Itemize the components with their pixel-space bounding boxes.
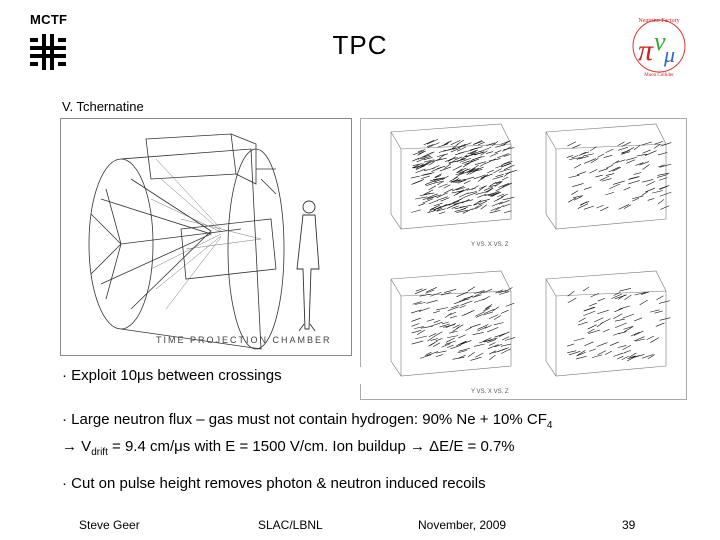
hit-segment (436, 354, 443, 356)
hit-segment (576, 356, 586, 359)
hit-segment (437, 204, 447, 209)
hit-segment (618, 142, 625, 146)
hit-segment (594, 318, 603, 322)
hit-segment (470, 357, 481, 360)
hit-segment (612, 161, 618, 165)
hit-segment (606, 149, 614, 153)
hit-segment (624, 295, 631, 300)
hit-segment (411, 323, 419, 326)
hit-segment (431, 322, 443, 326)
hit-segment (501, 344, 511, 346)
hit-segment (583, 154, 594, 156)
hit-segment (618, 147, 628, 150)
hit-segment (453, 166, 462, 171)
hit-segment (436, 351, 447, 353)
hit-segment (503, 204, 510, 207)
hit-segment (434, 320, 441, 322)
hit-segment (584, 206, 594, 209)
hit-segment (645, 188, 655, 192)
hit-segment (571, 191, 578, 195)
hit-segment (642, 179, 653, 182)
hit-segment (437, 197, 448, 201)
hit-segment (443, 325, 455, 328)
hit-segment (615, 295, 627, 299)
hit-segment (436, 308, 448, 310)
hit-segment (617, 356, 623, 359)
hit-segment (429, 200, 438, 204)
hit-segment (451, 140, 460, 144)
hit-segment (426, 287, 437, 292)
tpc-caption: TIME PROJECTION CHAMBER (156, 335, 332, 345)
hit-segment (659, 186, 668, 189)
hit-segment (574, 338, 585, 341)
hit-segment (609, 167, 620, 172)
hit-segment (424, 168, 435, 171)
hit-segment (443, 149, 453, 152)
hit-segment (588, 325, 597, 329)
hit-segment (412, 330, 422, 333)
hit-segment (457, 325, 464, 329)
hit-segment (495, 145, 505, 148)
hit-segment (655, 311, 663, 313)
hit-segment (468, 287, 475, 291)
hit-segment (657, 173, 669, 175)
hit-segment (439, 150, 446, 153)
bullet-neutron-flux: · Large neutron flux – gas must not contain hydrogen: 90% Ne + 10% $CF_4$ → $V_{drift} = 9.4$ cm/μs with E = 1500 V/cm. Ion buildup → ΔE/E = 0.7% (62, 411, 553, 458)
hit-segment (600, 207, 608, 211)
hit-segment (424, 152, 435, 157)
hit-segment (412, 318, 421, 321)
hit-segment (418, 152, 425, 156)
hit-segment (476, 314, 483, 317)
hit-segment (567, 344, 574, 346)
hit-segment (447, 336, 458, 338)
hit-segment (658, 199, 664, 204)
hit-segment (412, 341, 424, 344)
hit-segment (618, 345, 627, 347)
hit-segment (451, 305, 459, 308)
hit-segment (606, 165, 613, 168)
hit-segment (489, 343, 495, 346)
hit-segment (450, 316, 457, 318)
hit-segment (487, 327, 498, 332)
hit-segment (660, 206, 669, 210)
hit-segment (459, 193, 468, 197)
hit-segment (646, 181, 655, 185)
hit-segment (417, 330, 425, 335)
hit-segment (660, 192, 671, 196)
hit-segment (603, 329, 610, 332)
hit-segment (465, 327, 471, 330)
hit-segment (659, 301, 670, 304)
hit-segment (459, 341, 467, 344)
hit-segment (596, 205, 603, 208)
hit-segment (656, 296, 663, 300)
hit-segment (584, 187, 592, 189)
plot-frame-4 (546, 271, 666, 376)
bullet-pulse-height: · Cut on pulse height removes photon & neutron induced recoils (62, 475, 486, 492)
hit-segment (453, 357, 465, 359)
hit-segment (411, 176, 420, 178)
hit-segment (439, 212, 445, 214)
hit-segment (628, 180, 640, 184)
hit-segment (486, 152, 493, 154)
hit-segment (447, 345, 453, 348)
plot-frame-3 (391, 271, 511, 376)
hit-segment (494, 323, 504, 325)
hit-segment (626, 160, 635, 164)
hit-segment (588, 330, 600, 334)
svg-text:ν: ν (654, 27, 666, 56)
hit-segment (613, 314, 622, 319)
hit-segment (444, 164, 450, 169)
hit-segment (583, 311, 595, 315)
hit-segment (459, 151, 470, 154)
hit-segment (474, 344, 485, 346)
footer-page-number: 39 (622, 518, 636, 532)
hit-segment (647, 336, 654, 340)
hit-segment (572, 183, 583, 186)
hit-segment (589, 349, 596, 351)
hit-segment (578, 322, 588, 325)
hit-segment (456, 190, 464, 195)
hit-segment (654, 144, 660, 148)
hit-segment (584, 307, 594, 311)
svg-text:μ: μ (664, 42, 676, 67)
hit-segment (577, 172, 586, 175)
hit-segment (460, 301, 472, 306)
hit-segment (643, 150, 651, 153)
hit-segment (441, 198, 450, 202)
hit-segment (600, 176, 609, 180)
footer-org: SLAC/LBNL (258, 518, 323, 532)
panel-caption-2: Y VS. X VS. Z (471, 389, 509, 395)
hit-segment (652, 191, 663, 194)
hit-segment (424, 140, 434, 145)
page-title: TPC (332, 30, 388, 60)
hit-segment (480, 163, 486, 166)
hit-segment (492, 176, 503, 179)
svg-text:π: π (638, 34, 654, 67)
hit-segment (598, 351, 606, 355)
hit-segment (579, 318, 586, 322)
hit-segment (504, 172, 510, 177)
hit-segment (487, 338, 497, 341)
tpc-drawing (60, 118, 352, 356)
hit-segment (490, 193, 500, 197)
hit-segment (626, 157, 637, 160)
hit-segment (613, 181, 625, 185)
hit-segment (595, 175, 602, 177)
hit-segment (613, 353, 623, 356)
svg-text:Muon Collider: Muon Collider (644, 73, 674, 78)
hit-segment (610, 342, 619, 346)
hit-segment (411, 210, 421, 213)
hit-segment (501, 349, 511, 354)
hit-segment (567, 351, 576, 353)
hit-segment (614, 308, 622, 311)
hit-segment (434, 203, 443, 206)
hit-segment (578, 204, 588, 209)
hit-segment (656, 323, 665, 327)
hit-segment (605, 351, 612, 354)
hit-segment (427, 210, 436, 213)
hit-segment (462, 311, 473, 316)
hit-segment (486, 159, 496, 164)
hit-segment (640, 300, 648, 305)
hit-segment (414, 326, 424, 328)
hit-segment (606, 192, 614, 195)
hit-segment (437, 166, 445, 168)
hit-segment (444, 189, 453, 193)
hit-segment (601, 319, 611, 324)
hit-segment (496, 187, 504, 191)
hit-segment (497, 197, 503, 200)
neutrino-factory-logo (628, 10, 690, 80)
hit-segment (460, 205, 472, 207)
hit-segment (499, 200, 509, 204)
hit-segment (624, 187, 631, 190)
hit-segment (427, 139, 438, 144)
plot-frame-1 (391, 124, 511, 229)
hit-segment (425, 181, 434, 185)
hit-segment (615, 323, 627, 328)
hit-segment (609, 184, 620, 189)
hit-segment (449, 331, 457, 333)
hit-segment (458, 335, 466, 338)
hit-segment (502, 177, 508, 180)
hit-segment (598, 154, 605, 157)
hit-segment (495, 206, 503, 211)
hit-segment (589, 169, 597, 173)
hit-segment (648, 198, 655, 200)
hit-segment (567, 142, 576, 146)
hit-segment (655, 141, 664, 144)
hit-segment (634, 318, 642, 321)
hit-segment (463, 163, 470, 167)
hit-segment (456, 292, 467, 297)
hit-segment (472, 185, 479, 189)
hit-segment (489, 355, 495, 360)
hit-segment (569, 175, 580, 178)
hit-segment (464, 143, 472, 146)
hit-segment (433, 311, 440, 313)
hit-segment (592, 355, 602, 358)
hit-segment (411, 181, 422, 185)
hit-segment (619, 288, 631, 291)
hit-segment (618, 332, 626, 334)
hit-segment (427, 319, 434, 321)
hit-segment (464, 181, 471, 184)
figure-author: V. Tchernatine (62, 99, 144, 114)
hit-segment (643, 165, 650, 170)
bullet-crossings: · Exploit 10μs between crossings (62, 367, 362, 384)
hit-segment (502, 348, 509, 351)
hit-segment (581, 152, 589, 155)
hit-segment (597, 343, 608, 347)
hit-segment (632, 196, 643, 199)
hit-segment (433, 343, 440, 347)
hit-segment (462, 199, 470, 203)
hit-segment (422, 173, 434, 176)
hit-segment (642, 192, 648, 196)
hit-segment (475, 353, 483, 357)
hit-segment (490, 153, 498, 156)
hit-segment (428, 186, 435, 190)
hit-segment (421, 176, 430, 179)
hit-segment (434, 195, 441, 197)
hit-segment (623, 314, 634, 318)
hit-segment (444, 141, 452, 146)
hit-segment (437, 193, 448, 198)
hit-segment (567, 155, 573, 157)
hit-segment (598, 298, 605, 301)
hit-segment (504, 154, 511, 156)
hit-segment (468, 352, 475, 357)
hit-segment (480, 147, 491, 151)
hit-segment (591, 293, 599, 297)
hit-segment (589, 303, 597, 306)
hit-segment (634, 145, 640, 150)
hit-segment (501, 194, 508, 197)
hit-segment (418, 203, 424, 205)
hit-segment (503, 197, 515, 200)
hit-segment (415, 336, 427, 339)
hit-segment (473, 332, 484, 334)
hit-segment (631, 332, 640, 336)
hit-segment (660, 318, 671, 321)
hit-segment (568, 298, 576, 303)
hit-segment (584, 342, 593, 346)
hit-segment (634, 331, 643, 335)
hit-segment (470, 324, 481, 327)
hit-segment (650, 338, 658, 343)
footer-author: Steve Geer (79, 518, 140, 532)
hit-segment (444, 289, 456, 292)
hit-segment (448, 312, 456, 315)
hit-segment (572, 145, 580, 149)
hit-segment (606, 174, 614, 176)
event-display-plots (360, 118, 687, 400)
hit-segment (613, 333, 619, 335)
hit-segment (504, 211, 512, 213)
hit-segment (634, 173, 642, 175)
hit-segment (442, 322, 449, 324)
hit-segment (474, 299, 485, 303)
hit-segment (459, 305, 465, 307)
hit-segment (492, 202, 503, 206)
hit-segment (502, 147, 511, 152)
hit-segment (574, 164, 581, 168)
svg-text:Neutrino Factory: Neutrino Factory (638, 18, 680, 24)
hit-segment (599, 169, 608, 172)
hit-segment (501, 310, 509, 313)
hit-segment (627, 147, 634, 151)
hit-segment (457, 140, 464, 144)
hit-segment (499, 332, 510, 337)
hit-segment (464, 177, 475, 180)
hit-segment (420, 193, 430, 196)
hit-segment (478, 199, 490, 202)
hit-segment (421, 174, 432, 176)
hit-segment (615, 319, 625, 321)
hit-segment (426, 300, 437, 303)
hit-segment (477, 194, 486, 198)
hit-segment (474, 141, 483, 144)
hit-segment (445, 313, 451, 318)
panel-caption-1: Y VS. X VS. Z (471, 242, 509, 248)
hit-segment (445, 341, 456, 344)
hit-segment (619, 306, 630, 309)
hit-segment (487, 170, 494, 173)
hit-segment (458, 350, 467, 353)
footer-date: November, 2009 (418, 518, 507, 532)
hit-segment (623, 326, 633, 329)
plot-frame-2 (546, 124, 666, 229)
hit-segment (624, 350, 631, 353)
hit-segment (650, 310, 660, 312)
hit-segment (506, 303, 514, 306)
hit-segment (452, 186, 464, 191)
hit-segment (433, 181, 443, 183)
hit-segment (583, 287, 589, 291)
hit-segment (604, 155, 612, 157)
hit-segment (419, 308, 430, 312)
hit-segment (597, 310, 609, 314)
hit-segment (629, 176, 639, 179)
hit-segment (456, 197, 465, 202)
hit-segment (492, 307, 499, 312)
hit-segment (493, 169, 501, 173)
hit-segment (495, 150, 502, 153)
org-label: MCTF (30, 12, 68, 27)
